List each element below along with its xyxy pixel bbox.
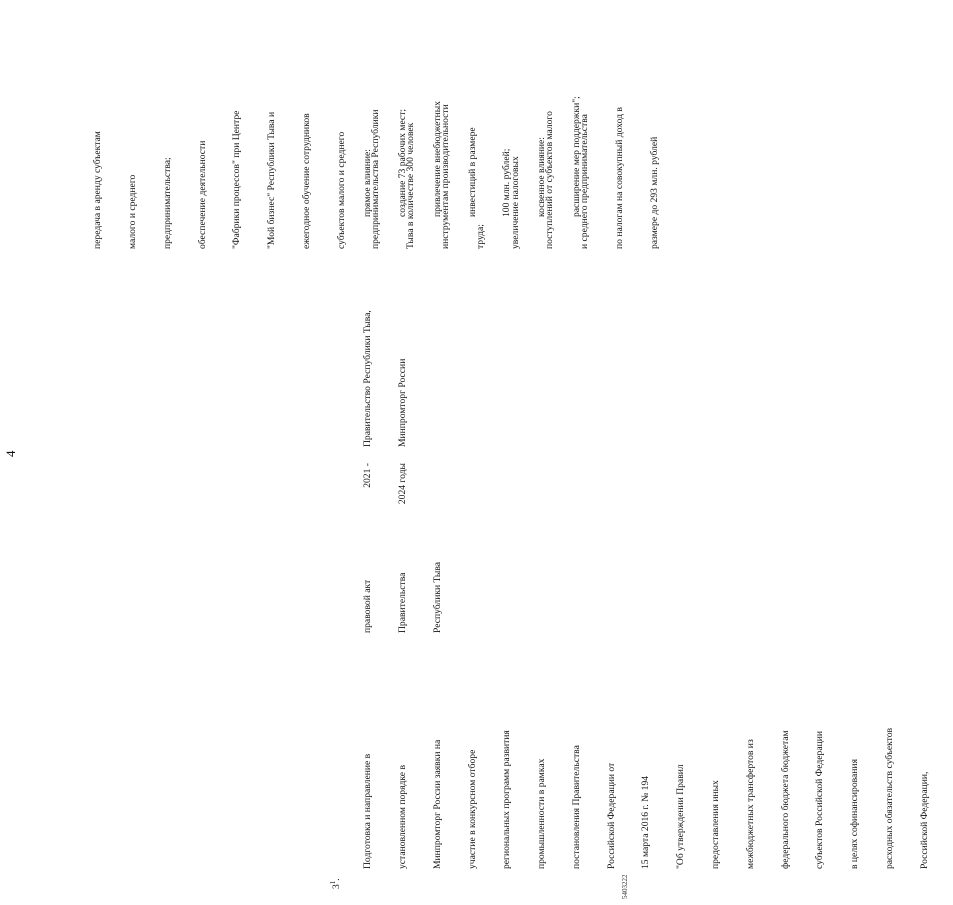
result-line: субъектов малого и среднего [335, 131, 347, 249]
result-line: инвестиций в размере [466, 127, 478, 217]
result-line: косвенное влияние: [536, 137, 548, 217]
result-cell [339, 96, 606, 217]
result-line: инструментам производительности [440, 104, 451, 249]
measure-line: 15 марта 2016 г. № 194 [640, 775, 652, 869]
result-line: расширение мер поддержки"; [570, 96, 582, 217]
measure-line: субъектов Российской Федерации [814, 731, 826, 869]
document-line: Правительства [396, 572, 408, 633]
measure-line: участие в конкурсном отборе [466, 749, 478, 869]
result-line: Тыва в количестве 300 человек [405, 122, 417, 249]
measure-line: Подготовка и направление в [362, 753, 374, 869]
result-line: передача в аренду субъектам [92, 131, 104, 249]
result-line: привлечение внебюджетных [431, 101, 443, 217]
result-line: 100 млн. рублей; [501, 148, 513, 217]
result-line: увеличение налоговых [509, 156, 521, 249]
result-line: "Мой бизнес" Республики Тыва и [266, 111, 278, 249]
measure-line: Российской Федерации от [605, 762, 617, 869]
result-line: предпринимательства Республики [370, 109, 382, 249]
result-line: по налогам на совокупный доход в [613, 107, 625, 249]
measure-line: федерального бюджета бюджетам [779, 730, 791, 869]
measure-line: предоставления иных [710, 780, 721, 869]
result-line: размере до 293 млн. рублей [648, 136, 660, 249]
row-number-suffix: . [331, 878, 343, 881]
result-line: обеспечение деятельности [196, 140, 208, 249]
term-line: 2021 - [362, 463, 374, 488]
document-line: Республики Тыва [431, 561, 443, 633]
measure-line: расходных обязательств субъектов [883, 727, 895, 869]
responsible-line: Минпромторг России [396, 358, 408, 447]
row-number-superscript: 1 [329, 880, 337, 885]
result-line: поступлений от субъектов малого [544, 111, 556, 249]
measure-line: "Об утверждении Правил [675, 764, 687, 869]
document-line: правовой акт [362, 579, 374, 633]
page-number: 4 [3, 450, 18, 457]
document-code: 5403222 [621, 874, 629, 899]
responsible-cell [339, 310, 432, 447]
document-type-cell [339, 562, 467, 633]
result-line: создание 73 рабочих мест; [396, 108, 408, 217]
measure-line: Минпромторг России заявки на [431, 739, 443, 869]
measure-cell [339, 728, 953, 869]
result-line: труда; [474, 224, 486, 249]
term-cell [339, 463, 432, 523]
measure-line: межбюджетных трансфертов из [744, 739, 756, 869]
measure-line: Российской Федерации, [918, 771, 930, 869]
result-line: "Фабрики процессов" при Центре [231, 110, 243, 249]
result-line: предпринимательства; [161, 157, 173, 249]
measure-line: региональных программ развития [501, 730, 513, 869]
measure-line: в целях софинансирования [849, 759, 861, 869]
measure-line: промышленности в рамках [536, 758, 548, 869]
responsible-line: Правительство Республики Тыва, [362, 310, 374, 447]
result-line: и среднего предпринимательства [579, 114, 591, 249]
row-number [328, 878, 342, 889]
result-line: малого и среднего [126, 174, 138, 249]
measure-line: постановления Правительства [570, 745, 582, 869]
row-number-main: 3 [331, 884, 343, 889]
measure-line: установленном порядке в [396, 765, 408, 869]
result-line: прямое влияние: [362, 149, 374, 217]
result-line: ежегодное обучение сотрудников [300, 113, 312, 249]
term-line: 2024 годы [396, 463, 408, 505]
